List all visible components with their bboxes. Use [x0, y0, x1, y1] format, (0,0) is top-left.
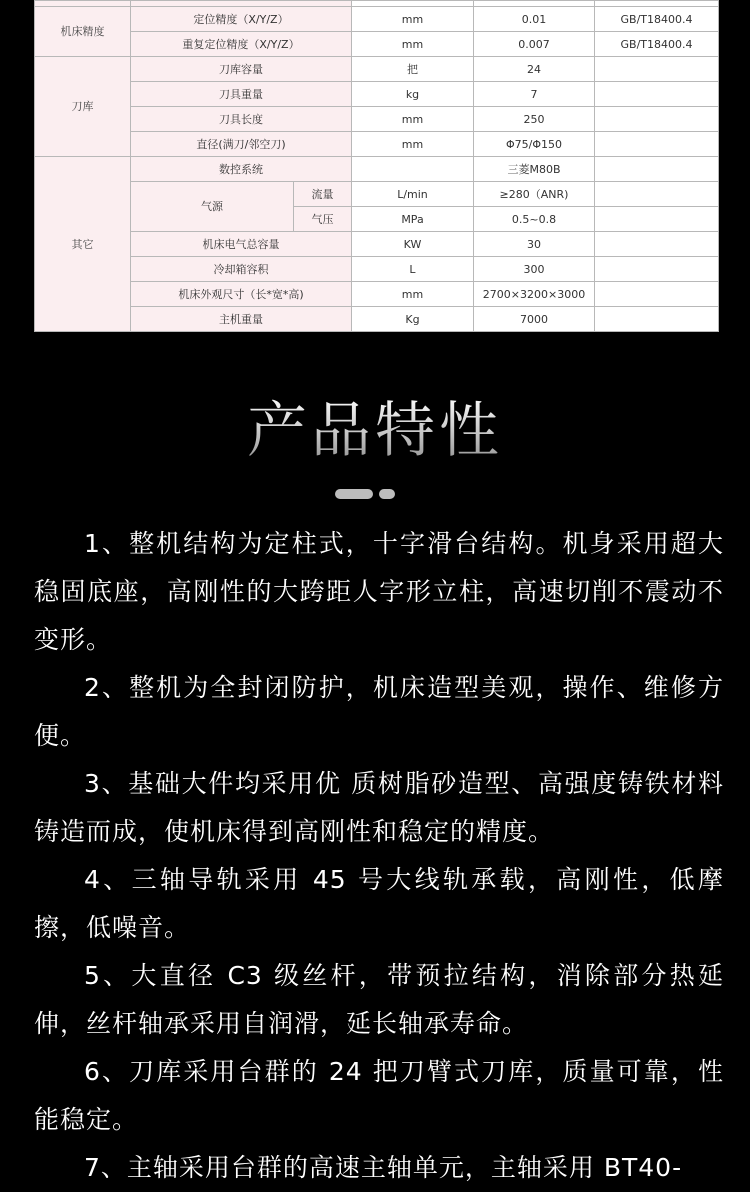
spec-value: 24	[474, 57, 595, 82]
feature-paragraph: 6、刀库采用台群的 24 把刀臂式刀库，质量可靠，性能稳定。	[34, 1057, 724, 1134]
category-other: 其它	[35, 157, 131, 332]
spec-unit: kg	[352, 82, 474, 107]
table-row	[35, 7, 719, 32]
section-title: 产品特性	[0, 394, 750, 468]
spec-standard: GB/T18400.4	[595, 32, 719, 57]
table-row	[35, 107, 719, 132]
spec-standard	[595, 132, 719, 157]
spec-standard	[595, 57, 719, 82]
spec-standard	[595, 257, 719, 282]
spec-unit: mm	[352, 107, 474, 132]
table-row	[35, 57, 719, 82]
spec-unit: L	[352, 257, 474, 282]
spec-unit: KW	[352, 232, 474, 257]
spec-standard	[595, 307, 719, 332]
table-row	[35, 257, 719, 282]
spec-value: 7000	[474, 307, 595, 332]
spec-item: 重复定位精度（X/Y/Z）	[131, 32, 352, 57]
feature-paragraph: 1、整机结构为定柱式，十字滑台结构。机身采用超大稳固底座，高刚性的大跨距人字形立柱，高速切削不震动不变形。	[34, 529, 724, 654]
spec-item: 定位精度（X/Y/Z）	[131, 7, 352, 32]
spec-standard	[595, 82, 719, 107]
spec-item: 刀具长度	[131, 107, 352, 132]
spec-unit: mm	[352, 32, 474, 57]
spec-standard	[595, 207, 719, 232]
spec-item: 数控系统	[131, 157, 352, 182]
divider-pill	[335, 489, 373, 499]
spec-standard	[595, 232, 719, 257]
spec-table-container	[34, 0, 718, 332]
spec-standard	[595, 107, 719, 132]
spec-value: 0.007	[474, 32, 595, 57]
table-row	[35, 82, 719, 107]
spec-unit: mm	[352, 282, 474, 307]
table-row	[35, 282, 719, 307]
spec-standard: GB/T18400.4	[595, 7, 719, 32]
table-row	[35, 132, 719, 157]
divider-dot	[379, 489, 395, 499]
table-row	[35, 307, 719, 332]
spec-unit: L/min	[352, 182, 474, 207]
spec-value: 2700×3200×3000	[474, 282, 595, 307]
spec-item: 刀具重量	[131, 82, 352, 107]
feature-paragraph: 7、主轴采用台群的高速主轴单元，主轴采用 BT40-	[84, 1153, 683, 1182]
table-row	[35, 232, 719, 257]
spec-value: Φ75/Φ150	[474, 132, 595, 157]
feature-paragraph: 3、基础大件均采用优 质树脂砂造型、高强度铸铁材料铸造而成，使机床得到高刚性和稳定的精度。	[34, 769, 724, 846]
spec-item: 冷却箱容积	[131, 257, 352, 282]
spec-value: 三菱M80B	[474, 157, 595, 182]
spec-value: 7	[474, 82, 595, 107]
feature-paragraph: 2、整机为全封闭防护，机床造型美观，操作、维修方便。	[34, 673, 724, 750]
category-precision: 机床精度	[35, 7, 131, 57]
spec-item: 机床电气总容量	[131, 232, 352, 257]
spec-unit: mm	[352, 132, 474, 157]
feature-paragraph: 5、大直径 C3 级丝杆，带预拉结构，消除部分热延伸，丝杆轴承采用自润滑，延长轴承寿命。	[34, 961, 724, 1038]
spec-value: 250	[474, 107, 595, 132]
spec-value: 0.01	[474, 7, 595, 32]
spec-subitem: 流量	[294, 182, 352, 207]
spec-value: ≥280（ANR)	[474, 182, 595, 207]
spec-value: 0.5~0.8	[474, 207, 595, 232]
spec-item: 气源	[131, 182, 294, 232]
spec-item: 主机重量	[131, 307, 352, 332]
spec-standard	[595, 282, 719, 307]
spec-item: 直径(满刀/邻空刀)	[131, 132, 352, 157]
spec-table	[34, 0, 719, 332]
spec-item: 刀库容量	[131, 57, 352, 82]
spec-item: 机床外观尺寸（长*宽*高)	[131, 282, 352, 307]
table-row	[35, 182, 719, 207]
spec-unit: MPa	[352, 207, 474, 232]
table-row	[35, 157, 719, 182]
spec-value: 300	[474, 257, 595, 282]
spec-unit: Kg	[352, 307, 474, 332]
spec-subitem: 气压	[294, 207, 352, 232]
feature-list	[34, 520, 724, 1192]
spec-unit: mm	[352, 7, 474, 32]
spec-value: 30	[474, 232, 595, 257]
table-row	[35, 32, 719, 57]
spec-unit	[352, 157, 474, 182]
spec-standard	[595, 182, 719, 207]
spec-unit: 把	[352, 57, 474, 82]
feature-paragraph: 4、三轴导轨采用 45 号大线轨承载，高刚性，低摩擦，低噪音。	[34, 865, 724, 942]
spec-standard	[595, 157, 719, 182]
category-magazine: 刀库	[35, 57, 131, 157]
